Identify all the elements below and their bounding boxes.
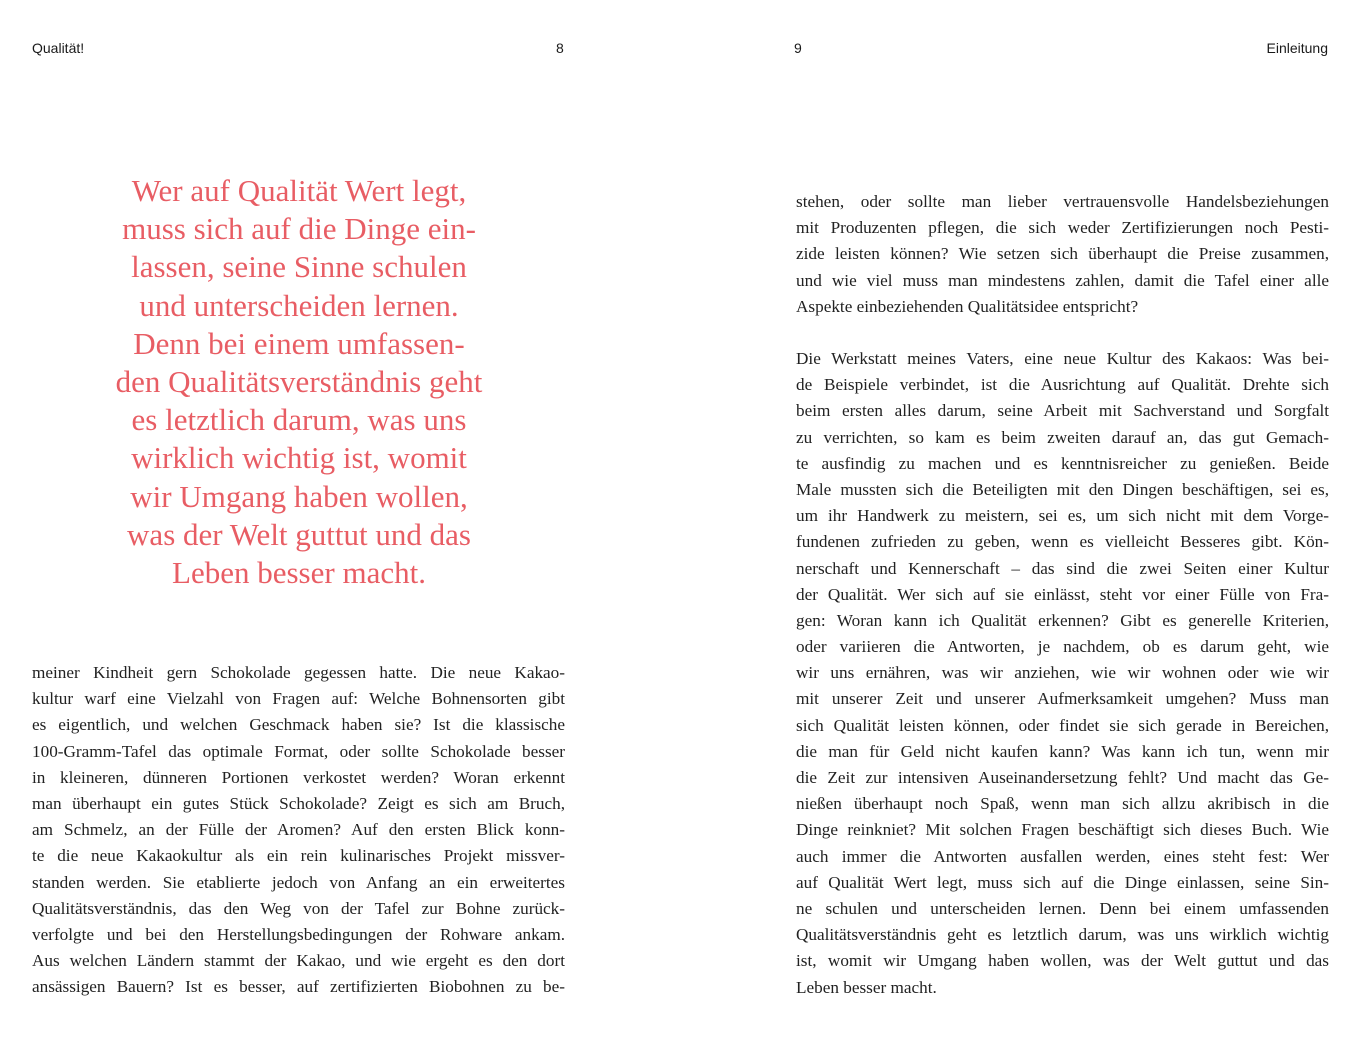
pull-quote-line: wirklich wichtig ist, womit [131, 440, 467, 476]
pull-quote-line: Wer auf Qualität Wert legt, [131, 173, 467, 208]
body-line: die man für Geld nicht kaufen kann? Was kann ich tun, wenn mir [796, 741, 1329, 761]
body-line: ansässigen Bauern? Ist es besser, auf zertifizierten Biobohnen zu be- [32, 977, 565, 997]
body-line: meiner Kindheit gern Schokolade gegessen hatte. Die neue Kakao- [32, 663, 565, 682]
body-line: auf Qualität Wert legt, muss sich auf die Dinge einlassen, seine Sin- [796, 872, 1329, 892]
body-line: oder variieren die Antworten, je nachdem, ob es darum geht, wie [796, 637, 1329, 657]
pull-quote-line: Denn bei einem umfassen- [133, 325, 465, 361]
running-title-right: Einleitung [1266, 40, 1328, 56]
right-body-paragraph-1 [796, 189, 1329, 320]
body-line: zu verrichten, so kam es beim zweiten darauf an, das gut Gemach- [796, 427, 1329, 447]
body-line: Qualitätsverständnis, das den Weg von der Tafel zur Bohne zurück- [32, 898, 565, 918]
body-line: mit unserer Zeit und unserer Aufmerksamkeit umgehen? Muss man [796, 689, 1329, 709]
pull-quote-line: was der Welt guttut und das [127, 516, 471, 552]
body-line: te ausfindig zu machen und es kenntnisreicher zu genießen. Beide [796, 453, 1329, 473]
body-line: te die neue Kakaokultur als ein rein kulinarisches Projekt missver- [32, 846, 565, 866]
pull-quote-line: muss sich auf die Dinge ein- [122, 211, 476, 247]
body-line: wir uns ernähren, was wir anziehen, wie wir wohnen oder wie wir [796, 663, 1329, 683]
running-title-left: Qualität! [32, 40, 85, 56]
body-line: Qualitätsverständnis geht es letztlich darum, was uns wirklich wichtig [796, 925, 1329, 945]
pull-quote-line: und unterscheiden lernen. [139, 287, 459, 323]
body-line: die Zeit zur intensiven Auseinandersetzung fehlt? Und macht das Ge- [796, 768, 1329, 787]
body-line: kultur warf eine Vielzahl von Fragen auf: Welche Bohnensorten gibt [32, 689, 565, 709]
body-line: fundenen zufrieden zu geben, wenn es vielleicht Besseres gibt. Kön- [796, 532, 1329, 552]
pull-quote-line: den Qualitätsverständnis geht [115, 364, 483, 400]
body-line: Aus welchen Ländern stammt der Kakao, und wie ergeht es den dort [32, 951, 565, 971]
body-line: gen: Woran kann ich Qualität erkennen? Gibt es generelle Kriterien, [796, 610, 1329, 630]
body-line: verfolgte und bei den Herstellungsbedingungen der Rohware ankam. [32, 924, 565, 944]
right-body-paragraph-2 [796, 346, 1329, 1001]
page-number-right: 9 [794, 40, 802, 56]
body-line: es eigentlich, und welchen Geschmack haben sie? Ist die klassische [32, 715, 565, 735]
body-line: in kleineren, dünneren Portionen verkostet werden? Woran erkennt [32, 767, 565, 787]
pull-quote [32, 172, 566, 592]
body-line: und wie viel muss man mindestens zahlen, damit die Tafel einer alle [796, 270, 1329, 290]
body-line: beim ersten alles darum, seine Arbeit mit Sachverstand und Sorgfalt [796, 401, 1329, 421]
body-line: um ihr Handwerk zu meistern, sei es, um sich nicht mit dem Vorge- [796, 506, 1329, 526]
body-line: der Qualität. Wer sich auf sie einlässt, steht vor einer Fülle von Fra- [796, 584, 1329, 604]
pull-quote-line: wir Umgang haben wollen, [130, 478, 468, 514]
body-line: Leben besser macht. [796, 977, 937, 997]
body-line: zide leisten können? Wie setzen sich überhaupt die Preise zusammen, [796, 244, 1329, 264]
right-page [680, 0, 1360, 1058]
body-line: mit Produzenten pflegen, die sich weder Zertifizierungen noch Pesti- [796, 218, 1329, 238]
pull-quote-line: es letztlich darum, was uns [131, 402, 467, 438]
body-line: Aspekte einbeziehenden Qualitätsidee entspricht? [796, 296, 1139, 316]
body-line: Die Werkstatt meines Vaters, eine neue Kultur des Kakaos: Was bei- [796, 349, 1329, 368]
body-line: stehen, oder sollte man lieber vertrauensvolle Handelsbeziehungen [796, 192, 1329, 211]
pull-quote-line: lassen, seine Sinne schulen [131, 249, 467, 285]
body-line: 100-Gramm-Tafel das optimale Format, oder sollte Schokolade besser [32, 741, 565, 761]
body-line: standen werden. Sie etablierte jedoch von Anfang an ein erweitertes [32, 872, 565, 892]
pull-quote-line: Leben besser macht. [172, 555, 426, 591]
body-line: sich Qualität leisten können, oder findet sie sich gerade in Bereichen, [796, 715, 1329, 735]
body-line: nießen überhaupt noch Spaß, wenn man sich allzu akribisch in die [796, 794, 1329, 814]
body-line: auch immer die Antworten ausfallen werden, eines steht fest: Wer [796, 846, 1329, 866]
body-line: de Beispiele verbindet, ist die Ausrichtung auf Qualität. Drehte sich [796, 375, 1329, 395]
left-body-paragraph [32, 660, 565, 1000]
body-line: ist, womit wir Umgang haben wollen, was der Welt guttut und das [796, 951, 1329, 971]
body-line: Male mussten sich die Beteiligten mit den Dingen beschäftigen, sei es, [796, 479, 1329, 499]
body-line: Dinge reinkniet? Mit solchen Fragen beschäftigt sich dieses Buch. Wie [796, 820, 1329, 840]
body-line: ne schulen und unterscheiden lernen. Denn bei einem umfassenden [796, 898, 1329, 918]
body-line: nerschaft und Kennerschaft – das sind die zwei Seiten einer Kultur [796, 558, 1329, 578]
body-line: am Schmelz, an der Fülle der Aromen? Auf den ersten Blick konn- [32, 820, 565, 840]
body-line: man überhaupt ein gutes Stück Schokolade? Zeigt es sich am Bruch, [32, 793, 565, 813]
page-number-left: 8 [556, 40, 564, 56]
